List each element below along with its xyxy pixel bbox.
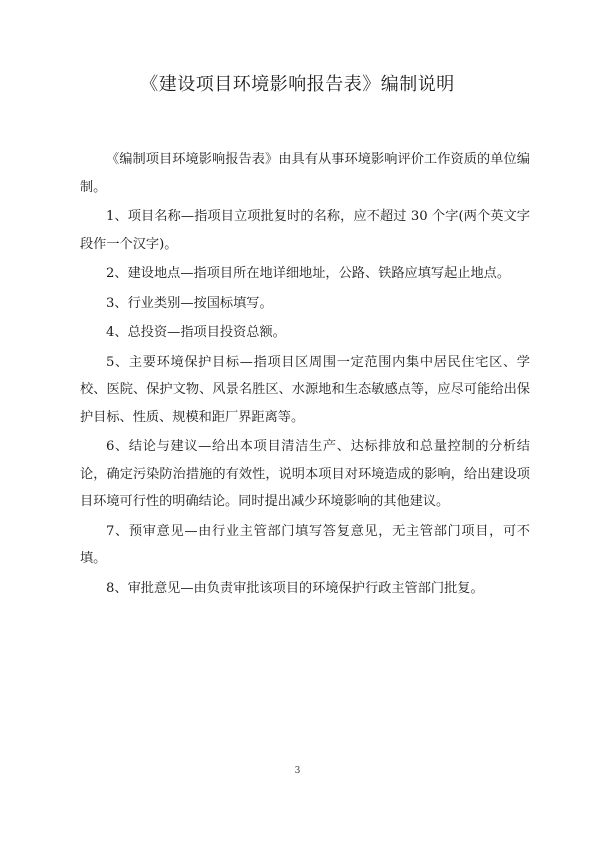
item-approval-opinion: 8、审批意见—由负责审批该项目的环境保护行政主管部门批复。	[106, 580, 484, 596]
instructions-body	[80, 146, 530, 604]
item-project-name: 1、项目名称—指项目立项批复时的名称，应不超过 30 个字(两个英文字段作一个汉字)。	[80, 209, 530, 252]
page-number: 3	[294, 766, 301, 776]
item-total-investment: 4、总投资—指项目投资总额。	[106, 325, 286, 340]
item-conclusions: 6、结论与建议—给出本项目清洁生产、达标排放和总量控制的分析结论，确定污染防治措施的有效性，说明本项目对环境造成的影响，给出建设项目环境可行性的明确结论。同时提出减少环境影响的其他建议。	[80, 439, 530, 509]
item-construction-site: 2、建设地点—指项目所在地详细地址，公路、铁路应填写起止地点。	[106, 266, 511, 281]
item-preliminary-review: 7、预审意见—由行业主管部门填写答复意见，无主管部门项目，可不填。	[80, 523, 530, 566]
intro-paragraph: 《编制项目环境影响报告表》由具有从事环境影响评价工作资质的单位编制。	[80, 152, 530, 195]
item-protection-targets: 5、主要环境保护目标—指项目区周围一定范围内集中居民住宅区、学校、医院、保护文物、风景名胜区、水源地和生态敏感点等，应尽可能给出保护目标、性质、规模和距厂界距离等。	[80, 354, 530, 425]
page-title: 《建设项目环境影响报告表》编制说明	[140, 74, 455, 95]
item-industry-category: 3、行业类别—按国标填写。	[106, 295, 273, 311]
